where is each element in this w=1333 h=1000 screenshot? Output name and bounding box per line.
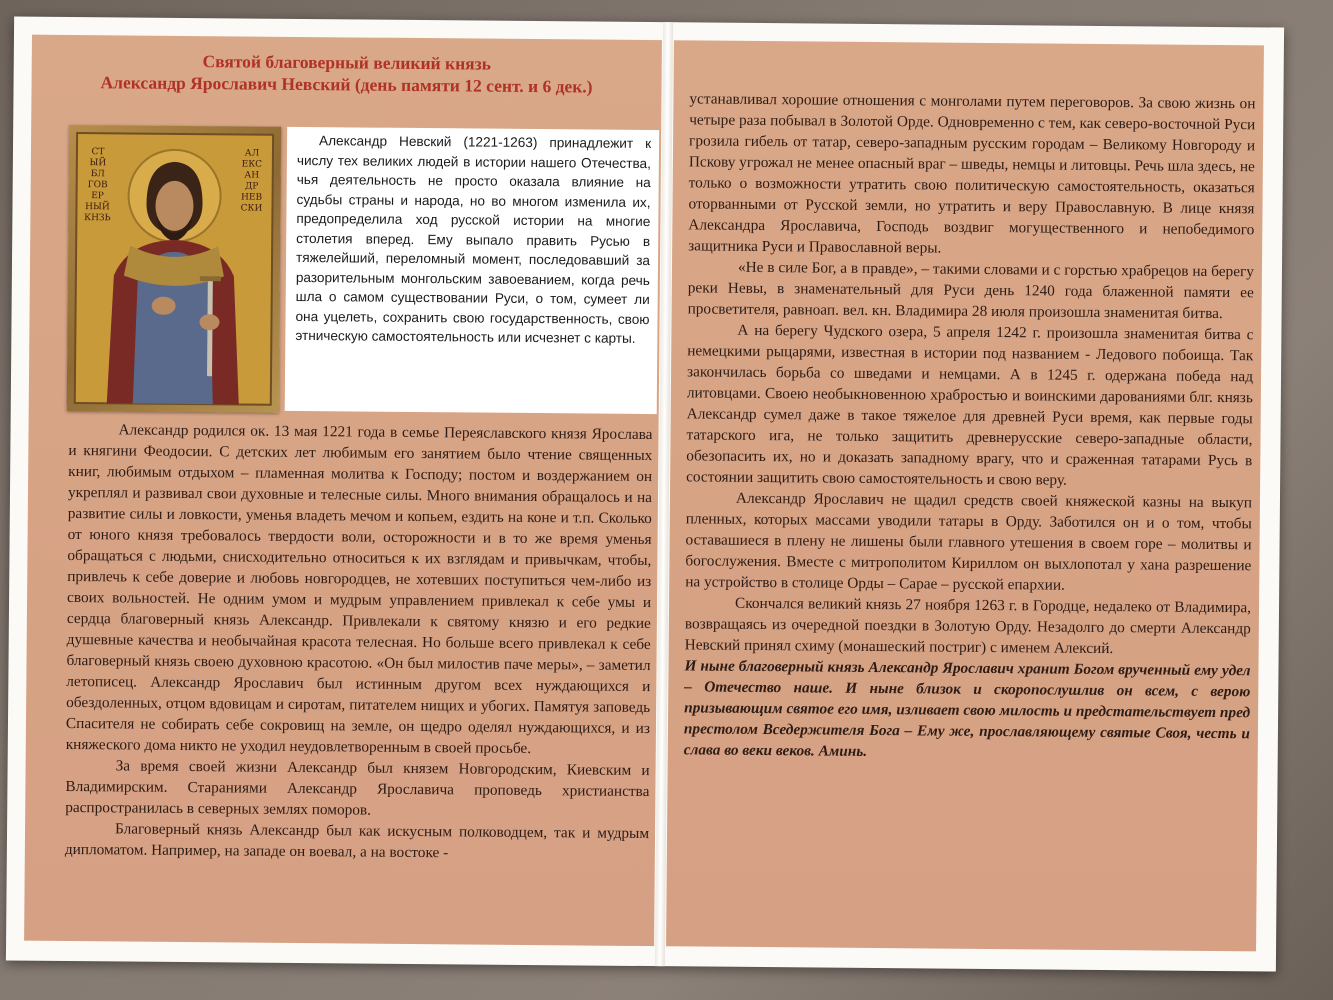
leaflet-title: [31, 49, 661, 98]
paragraph: «Не в силе Бог, а в правде», – такими словами и с горстью храбрецов на берегу реки Невы, в знаменательный для Руси день 1240 года блаженной памяти ее просветителя, равноап. вел. кн. Владимира 28 июля произошла знаменитая битва.: [687, 258, 1255, 323]
title-line-1: Святой благоверный великий князь: [202, 51, 492, 74]
paragraph: Скончался великий князь 27 ноября 1263 г. в Городце, недалеко от Владимира, возвращаясь из очередной поездки в Золотую Орду. Незадолго до смерти Александр Невский принял схиму (монашеский постриг) с именем Алексий.: [684, 594, 1252, 658]
intro-text: Александр Невский (1221-1263) принадлежит к числу тех великих людей в истории нашего Отечества, чья деятельность не просто оказала влияние на судьбы страны и народа, но во многом изменила их, предопределила ход русской истории на многие столетия вперед. Ему выпало править Русью в тяжелейший, переломный момент, последовавший за разорительным монгольским завоеванием, когда речь шла о самом существовании Руси, о том, сумеет ли она уцелеть, сохранить свою государственность, свою этническую самостоятельность или исчезнет с карты.: [295, 133, 652, 346]
paragraph: Александр Ярославич не щадил средств своей княжеской казны на выкуп пленных, которых массами уводили татары в Орду. Заботился он и о том, чтобы оставашиеся в плену не лишены были главного утешения в своем горе – молитвы и богослужения. Вместе с митрополитом Кириллом он выхлопотал у хана разрешение на устройство в столице Орды – Сарае – русской епархии.: [685, 489, 1253, 594]
paragraph: Благоверный князь Александр был как искусным полководцем, так и мудрым дипломатом. Например, на западе он воевал, а на востоке -: [64, 820, 650, 862]
left-page: [24, 35, 662, 946]
paragraph: А на берегу Чудского озера, 5 апреля 1242 г. произошла знаменитая битва с немецкими рыцарями, известная в истории под названием - Ледового побоища. Так закончилась борьба со шведами и немцами. А в 1245 г. одержана победа над литовцами. Своею необыкновенною храбростью и воинскими дарованиями блг. князь Александр сумел даже в такое тяжелое для древней Руси время, как первые годы татарского ига, не только защитить древнерусские северо-западные области, обезопасить их, но и доказать западному врагу, что и сраженная татарами Русь в состоянии защитить свою самостоятельность и свою веру.: [686, 321, 1254, 489]
title-line-2: Александр Ярославич Невский (день памяти 12 сент. и 6 дек.): [100, 72, 593, 97]
sword-guard: [200, 276, 221, 281]
right-page: [666, 40, 1264, 951]
paragraph: За время своей жизни Александр был князем Новгородским, Киевским и Владимирским. Стараниями Александр Ярославича проповедь христианства распространилась в северных землях поморов.: [65, 757, 650, 819]
saint-alexander-nevsky-icon: [67, 125, 281, 413]
closing-prayer: И ныне благоверный князь Александр Ярославич хранит Богом врученный ему удел – Отечество наше. И ныне близок и скоропослушлив он всем, с верою призывающим святое его имя, изливает свою милость и предстательствует пред престолом Вседержителя Бога – Ему же, прославляющему святые Своя, честь и слава во веки веков. Аминь.: [683, 657, 1251, 760]
right-body-text: [684, 88, 1256, 765]
intro-box: [285, 127, 659, 414]
paragraph: Александр родился ок. 13 мая 1221 года в семье Переяславского князя Ярослава и княгини Феодосии. С детских лет любимым его занятием было чтение священных книг, любимым отдыхом – пламенная молитва к Господу; постом и воздержанием он укреплял и развивал свои духовные и телесные силы. Много внимания обращалось и на развитие силы и ловкости, уменья владеть мечом и копьем, ездить на коне и т.п. Сколько от юного князя требовалось твердости воли, осторожности и в то же время уменья обращаться с людьми, снисходительно относиться к их взглядам и привычкам, чтобы, привлечь к себе доверие и любовь новгородцев, не хотевших поступиться чем-либо из своих вольностей. Не одним умом и мудрым управлением привлекал к себе умы и сердца благоверный князь Александр. Привлекали к святому князю и его редкие душевные качества и необычайная красота телесная. Но больше всего привлекал к себе благоверный князь своею духовною красотою. «Он был милостив паче меры», – заметил летописец. Александр Ярославич был истинным другом всех нуждающихся и обездоленных, отцом вдовицам и сиротам, питателем нищих и убогих. Памятуя заповедь Спасителя не собирать себе сокровищ на земле, он щедро оделял нуждающихся, и из княжеского дома никто не уходил неудовлетворенным в своей просьбе.: [65, 421, 653, 758]
paragraph: устанавливал хорошие отношения с монголами путем переговоров. За свою жизнь он четыре раза побывал в Золотой Орде. Одновременно с тем, как северо-восточной Руси грозила гибель от татар, северо-западным русским городам – Великому Новгороду и Пскову угрожал не менее опасный враг – шведы, немцы и литовцы. Речь шла здесь, не только о возможности утратить свою политическую самостоятельность, оказаться оторванными от Русской земли, но утратить и веру Православную. В лице князя Александра Ярославича, Господь воздвиг могущественного и непобедимого защитника Руси и Православной веры.: [688, 90, 1256, 257]
icon-inscription-left: СТ ЫЙ БЛ ГОВ ЕР НЫЙ КНЗЬ: [84, 147, 111, 224]
icon-inscription-right: АЛ ЕКС АН ДР НЕВ СКИ: [240, 148, 263, 214]
leaflet-sheet: [6, 16, 1284, 971]
left-body-text: [65, 419, 653, 865]
